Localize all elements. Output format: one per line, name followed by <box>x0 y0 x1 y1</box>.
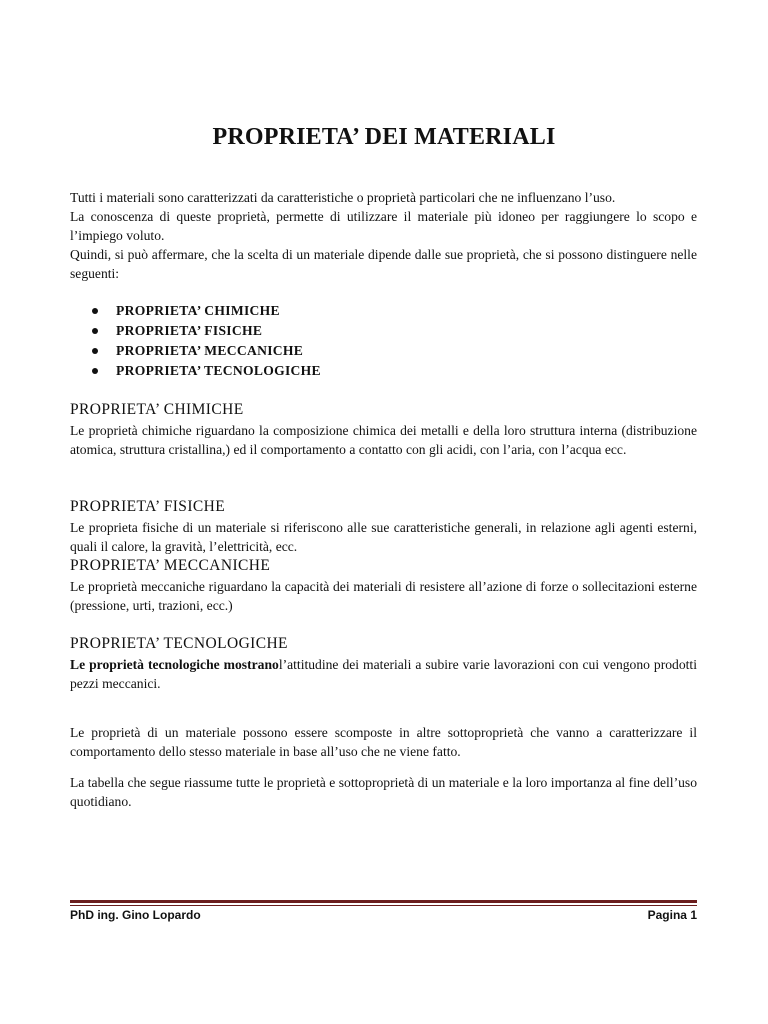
intro-text <box>70 188 697 283</box>
page-number: 1 <box>690 908 697 922</box>
section-paragraph: Le proprietà meccaniche riguardano la capacità dei materiali di resistere all’azione di forze o sollecitazioni esterne (pressione, urti, trazioni, ecc.) <box>70 579 697 613</box>
bullet-item <box>70 341 670 361</box>
section-bold-lead: Le proprietà tecnologiche mostrano <box>70 657 279 672</box>
bullet-item <box>70 301 670 321</box>
bullet-label: PROPRIETA’ FISICHE <box>116 323 263 338</box>
section-text-meccaniche <box>70 577 697 615</box>
bullet-label: PROPRIETA’ MECCANICHE <box>116 343 304 358</box>
section-text-tecnologiche <box>70 655 697 693</box>
section-heading-meccaniche: PROPRIETA’ MECCANICHE <box>70 557 271 574</box>
section-heading-fisiche: PROPRIETA’ FISICHE <box>70 498 226 515</box>
intro-paragraph-3: Quindi, si può affermare, che la scelta di un materiale dipende dalle sue proprietà, che si possono distinguere nelle seguenti: <box>70 247 697 281</box>
page-title: PROPRIETA’ DEI MATERIALI <box>212 124 556 150</box>
section-paragraph <box>70 655 697 693</box>
closing-paragraph-1 <box>70 723 697 761</box>
bullet-dot-icon <box>92 368 98 374</box>
intro-paragraph-1: Tutti i materiali sono caratterizzati da caratteristiche o proprietà particolari che ne influenzano l’uso. <box>70 190 616 205</box>
section-paragraph: Le proprieta fisiche di un materiale si riferiscono alle sue caratteristiche generali, in relazione agli agenti esterni, quali il calore, la gravità, l’elettricità, ecc. <box>70 520 697 554</box>
page-label: Pagina <box>647 908 687 922</box>
section-heading-tecnologiche: PROPRIETA’ TECNOLOGICHE <box>70 635 288 652</box>
bullet-dot-icon <box>92 348 98 354</box>
closing-text: Le proprietà di un materiale possono essere scomposte in altre sottoproprietà che vanno a caratterizzare il comportamento dello stesso materiale in base all’uso che ne viene fatto. <box>70 725 697 759</box>
bullet-dot-icon <box>92 308 98 314</box>
footer-divider-thin <box>70 905 697 906</box>
section-paragraph: Le proprietà chimiche riguardano la composizione chimica dei metalli e della loro struttura interna (distribuzione atomica, struttura cristallina,) ed il comportamento a contatto con gli acidi, con l’aria, con l’acqua ecc. <box>70 423 697 457</box>
bullet-label: PROPRIETA’ CHIMICHE <box>116 303 280 318</box>
bullet-dot-icon <box>92 328 98 334</box>
footer-author: PhD ing. Gino Lopardo <box>70 908 201 922</box>
closing-text: La tabella che segue riassume tutte le proprietà e sottoproprietà di un materiale e la loro importanza al fine dell’uso quotidiano. <box>70 775 697 809</box>
closing-paragraph-2 <box>70 773 697 811</box>
section-text-chimiche <box>70 421 697 459</box>
intro-paragraph-2: La conoscenza di queste proprietà, permette di utilizzare il materiale più idoneo per raggiungere lo scopo e l’impiego voluto. <box>70 209 697 243</box>
footer-divider-thick <box>70 900 697 903</box>
properties-bullet-list <box>70 301 670 381</box>
bullet-item <box>70 321 670 341</box>
section-text-fisiche <box>70 518 697 556</box>
bullet-item <box>70 361 670 381</box>
footer-page-number <box>648 907 697 923</box>
section-text-rest: l’attitudine dei materiali a subire varie lavorazioni con cui vengono prodotti pezzi meccanici. <box>70 657 697 691</box>
section-heading-chimiche: PROPRIETA’ CHIMICHE <box>70 401 244 418</box>
bullet-label: PROPRIETA’ TECNOLOGICHE <box>116 363 321 378</box>
